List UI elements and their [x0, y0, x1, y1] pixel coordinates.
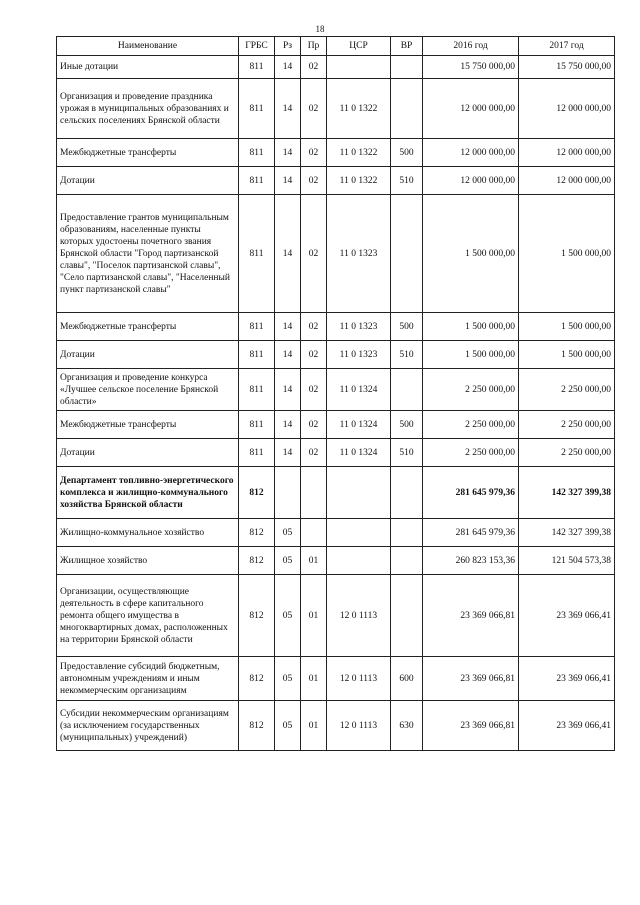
- row-name: Жилищное хозяйство: [57, 547, 239, 575]
- row-amount-2017: 15 750 000,00: [519, 56, 615, 79]
- row-amount-2016: 2 250 000,00: [423, 369, 519, 411]
- row-amount-2017: 121 504 573,38: [519, 547, 615, 575]
- row-csr: 11 0 1323: [327, 313, 391, 341]
- row-vr: 500: [391, 411, 423, 439]
- table-header: [57, 37, 615, 56]
- row-rz: [275, 467, 301, 519]
- row-csr: [327, 547, 391, 575]
- row-grbs: 811: [239, 79, 275, 139]
- row-pr: 02: [301, 341, 327, 369]
- table-row: [57, 657, 615, 701]
- row-rz: 14: [275, 411, 301, 439]
- row-amount-2017: 12 000 000,00: [519, 167, 615, 195]
- row-grbs: 812: [239, 575, 275, 657]
- row-name: Межбюджетные трансферты: [57, 411, 239, 439]
- table-row: [57, 167, 615, 195]
- header-2017: 2017 год: [519, 37, 615, 56]
- row-name: Департамент топливно-энергетического комплекса и жилищно-коммунального хозяйства Брянской области: [57, 467, 239, 519]
- row-grbs: 811: [239, 439, 275, 467]
- row-grbs: 811: [239, 167, 275, 195]
- row-pr: 02: [301, 195, 327, 313]
- row-amount-2016: 281 645 979,36: [423, 467, 519, 519]
- row-amount-2016: 281 645 979,36: [423, 519, 519, 547]
- row-pr: 02: [301, 139, 327, 167]
- table-row: [57, 139, 615, 167]
- row-amount-2016: 12 000 000,00: [423, 167, 519, 195]
- header-vr: ВР: [391, 37, 423, 56]
- row-vr: [391, 547, 423, 575]
- row-vr: [391, 195, 423, 313]
- header-rz: Рз: [275, 37, 301, 56]
- row-name: Субсидии некоммерческим организациям (за исключением государственных (муниципальных) учреждений): [57, 701, 239, 751]
- header-grbs: ГРБС: [239, 37, 275, 56]
- header-pr: Пр: [301, 37, 327, 56]
- row-csr: 11 0 1324: [327, 411, 391, 439]
- row-csr: 11 0 1323: [327, 341, 391, 369]
- row-name: Предоставление субсидий бюджетным, автономным учреждениям и иным некоммерческим организациям: [57, 657, 239, 701]
- row-grbs: 811: [239, 369, 275, 411]
- row-name: Дотации: [57, 167, 239, 195]
- row-grbs: 811: [239, 341, 275, 369]
- table-row: [57, 195, 615, 313]
- row-vr: [391, 575, 423, 657]
- row-rz: 14: [275, 341, 301, 369]
- row-pr: 01: [301, 701, 327, 751]
- row-grbs: 812: [239, 701, 275, 751]
- row-name: Дотации: [57, 341, 239, 369]
- row-amount-2016: 1 500 000,00: [423, 313, 519, 341]
- row-rz: 14: [275, 439, 301, 467]
- row-csr: 11 0 1322: [327, 167, 391, 195]
- row-rz: 14: [275, 79, 301, 139]
- row-amount-2017: 2 250 000,00: [519, 411, 615, 439]
- table-body: [57, 56, 615, 751]
- row-rz: 05: [275, 657, 301, 701]
- row-vr: 510: [391, 167, 423, 195]
- row-amount-2016: 12 000 000,00: [423, 139, 519, 167]
- row-amount-2016: 1 500 000,00: [423, 341, 519, 369]
- row-pr: 02: [301, 313, 327, 341]
- row-pr: 02: [301, 411, 327, 439]
- table-row: [57, 519, 615, 547]
- row-amount-2016: 12 000 000,00: [423, 79, 519, 139]
- row-amount-2017: 142 327 399,38: [519, 519, 615, 547]
- row-pr: 02: [301, 79, 327, 139]
- row-vr: 600: [391, 657, 423, 701]
- row-rz: 14: [275, 369, 301, 411]
- row-amount-2017: 2 250 000,00: [519, 369, 615, 411]
- row-vr: 500: [391, 313, 423, 341]
- table-row: [57, 547, 615, 575]
- row-pr: 02: [301, 439, 327, 467]
- row-amount-2017: 1 500 000,00: [519, 341, 615, 369]
- row-name: Дотации: [57, 439, 239, 467]
- row-name: Предоставление грантов муниципальным образованиям, населенные пункты которых удостоены почетного звания Брянской области "Город партизанской славы", "Поселок партизанской славы", "Село партизанской славы", "Населенный пункт партизанской славы": [57, 195, 239, 313]
- row-csr: 12 0 1113: [327, 701, 391, 751]
- table-row: [57, 79, 615, 139]
- row-csr: 11 0 1324: [327, 369, 391, 411]
- row-pr: 02: [301, 369, 327, 411]
- row-vr: 510: [391, 341, 423, 369]
- row-vr: 510: [391, 439, 423, 467]
- row-csr: 12 0 1113: [327, 575, 391, 657]
- table-row: [57, 411, 615, 439]
- row-csr: [327, 467, 391, 519]
- row-amount-2016: 1 500 000,00: [423, 195, 519, 313]
- header-name: Наименование: [57, 37, 239, 56]
- table-row: [57, 341, 615, 369]
- row-pr: [301, 467, 327, 519]
- row-pr: 02: [301, 167, 327, 195]
- row-pr: 01: [301, 657, 327, 701]
- row-rz: 14: [275, 139, 301, 167]
- row-vr: 630: [391, 701, 423, 751]
- row-amount-2017: 1 500 000,00: [519, 195, 615, 313]
- row-grbs: 811: [239, 139, 275, 167]
- row-grbs: 811: [239, 195, 275, 313]
- row-csr: 12 0 1113: [327, 657, 391, 701]
- row-amount-2017: 2 250 000,00: [519, 439, 615, 467]
- row-pr: 01: [301, 575, 327, 657]
- row-amount-2016: 260 823 153,36: [423, 547, 519, 575]
- row-rz: 14: [275, 195, 301, 313]
- row-csr: 11 0 1324: [327, 439, 391, 467]
- row-grbs: 811: [239, 411, 275, 439]
- table-row: [57, 575, 615, 657]
- row-name: Организации, осуществляющие деятельность в сфере капитального ремонта общего имущества в многоквартирных домах, расположенных на территории Брянской области: [57, 575, 239, 657]
- row-vr: [391, 79, 423, 139]
- row-csr: 11 0 1323: [327, 195, 391, 313]
- row-amount-2017: 12 000 000,00: [519, 79, 615, 139]
- row-amount-2016: 23 369 066,81: [423, 575, 519, 657]
- row-name: Организация и проведение праздника урожая в муниципальных образованиях и сельских поселениях Брянской области: [57, 79, 239, 139]
- row-pr: [301, 519, 327, 547]
- row-amount-2017: 23 369 066,41: [519, 657, 615, 701]
- table-row: [57, 467, 615, 519]
- row-vr: [391, 56, 423, 79]
- row-csr: [327, 519, 391, 547]
- row-rz: 14: [275, 313, 301, 341]
- row-name: Межбюджетные трансферты: [57, 313, 239, 341]
- row-vr: 500: [391, 139, 423, 167]
- row-amount-2016: 2 250 000,00: [423, 439, 519, 467]
- row-amount-2017: 23 369 066,41: [519, 575, 615, 657]
- table-row: [57, 369, 615, 411]
- row-rz: 05: [275, 701, 301, 751]
- page-number: 18: [315, 24, 325, 34]
- budget-table: [56, 36, 615, 751]
- row-pr: 02: [301, 56, 327, 79]
- row-vr: [391, 467, 423, 519]
- row-rz: 05: [275, 575, 301, 657]
- row-rz: 14: [275, 56, 301, 79]
- row-name: Организация и проведение конкурса «Лучшее сельское поселение Брянской области»: [57, 369, 239, 411]
- row-amount-2017: 12 000 000,00: [519, 139, 615, 167]
- table-row: [57, 701, 615, 751]
- row-rz: 14: [275, 167, 301, 195]
- row-vr: [391, 519, 423, 547]
- row-csr: [327, 56, 391, 79]
- row-grbs: 812: [239, 519, 275, 547]
- row-amount-2016: 23 369 066,81: [423, 701, 519, 751]
- row-amount-2016: 2 250 000,00: [423, 411, 519, 439]
- row-pr: 01: [301, 547, 327, 575]
- row-name: Межбюджетные трансферты: [57, 139, 239, 167]
- row-grbs: 812: [239, 547, 275, 575]
- row-amount-2017: 23 369 066,41: [519, 701, 615, 751]
- table-row: [57, 56, 615, 79]
- row-csr: 11 0 1322: [327, 139, 391, 167]
- row-rz: 05: [275, 519, 301, 547]
- row-name: Иные дотации: [57, 56, 239, 79]
- table-row: [57, 313, 615, 341]
- row-amount-2016: 23 369 066,81: [423, 657, 519, 701]
- row-amount-2016: 15 750 000,00: [423, 56, 519, 79]
- header-2016: 2016 год: [423, 37, 519, 56]
- row-name: Жилищно-коммунальное хозяйство: [57, 519, 239, 547]
- row-grbs: 811: [239, 56, 275, 79]
- row-amount-2017: 1 500 000,00: [519, 313, 615, 341]
- row-rz: 05: [275, 547, 301, 575]
- table-row: [57, 439, 615, 467]
- row-amount-2017: 142 327 399,38: [519, 467, 615, 519]
- header-csr: ЦСР: [327, 37, 391, 56]
- row-grbs: 812: [239, 657, 275, 701]
- row-vr: [391, 369, 423, 411]
- row-grbs: 812: [239, 467, 275, 519]
- row-csr: 11 0 1322: [327, 79, 391, 139]
- row-grbs: 811: [239, 313, 275, 341]
